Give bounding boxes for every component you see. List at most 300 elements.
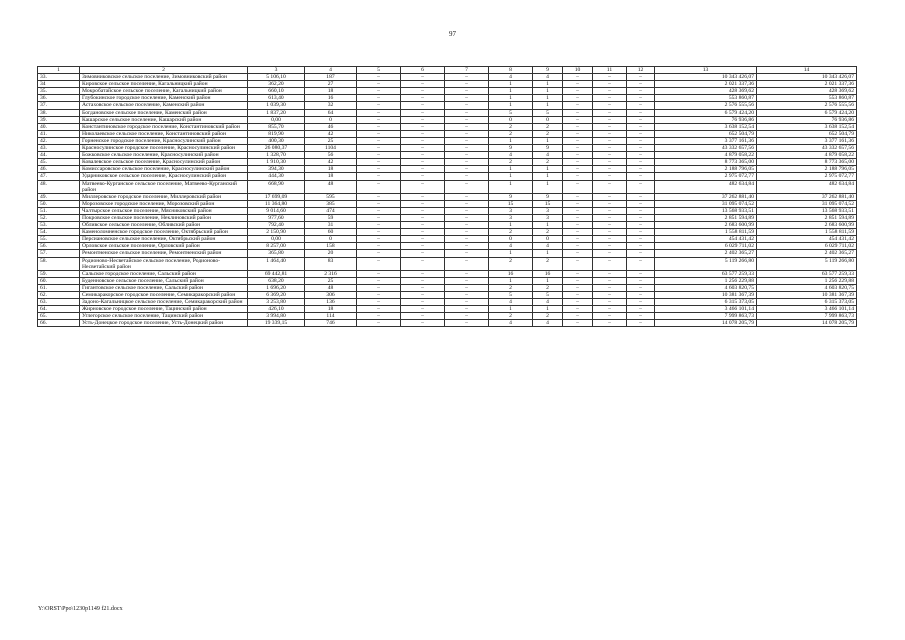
area-cell: 400,30 xyxy=(248,137,305,144)
col7-cell: – xyxy=(445,207,489,214)
residents-cell: 46 xyxy=(305,123,357,130)
column-number-row xyxy=(38,67,857,74)
col5-cell: – xyxy=(357,306,401,313)
count-col9-cell: 1 xyxy=(533,95,563,102)
col11-cell: – xyxy=(593,222,627,229)
area-cell: 1 328,70 xyxy=(248,152,305,159)
col11-cell: – xyxy=(593,257,627,270)
row-number: 46. xyxy=(38,166,80,173)
amount-col13-cell: 4 603 820,75 xyxy=(655,284,757,291)
col12-cell: – xyxy=(627,88,655,95)
col6-cell: – xyxy=(401,207,445,214)
settlement-name: Ударниковское сельское поселение, Красносулинский район xyxy=(80,173,248,180)
col12-cell: – xyxy=(627,313,655,320)
col5-cell: – xyxy=(357,257,401,270)
table-row xyxy=(38,74,857,81)
col10-cell: – xyxy=(563,243,593,250)
residents-cell: 158 xyxy=(305,243,357,250)
col5-cell: – xyxy=(357,159,401,166)
count-col8-cell: 2 xyxy=(489,229,533,236)
count-col8-cell: 3 xyxy=(489,207,533,214)
col12-cell: – xyxy=(627,257,655,270)
settlement-name: Астаховское сельское поселение, Каменский район xyxy=(80,102,248,109)
col7-cell: – xyxy=(445,214,489,221)
col7-cell: – xyxy=(445,180,489,193)
col11-cell: – xyxy=(593,123,627,130)
col6-cell: – xyxy=(401,116,445,123)
col11-cell: – xyxy=(593,173,627,180)
column-number: 2 xyxy=(80,67,248,74)
row-number: 48. xyxy=(38,180,80,193)
col6-cell: – xyxy=(401,180,445,193)
col11-cell: – xyxy=(593,130,627,137)
count-col9-cell: 4 xyxy=(533,152,563,159)
amount-col14-cell: 6 315 373,05 xyxy=(757,299,857,306)
footer-file-path: Y:\ORST\Ppo\1230p1149 f21.docx xyxy=(38,606,123,612)
col5-cell: – xyxy=(357,313,401,320)
col7-cell: – xyxy=(445,95,489,102)
table-row xyxy=(38,236,857,243)
column-number: 4 xyxy=(305,67,357,74)
col6-cell: – xyxy=(401,257,445,270)
amount-col14-cell: 31 095 074,52 xyxy=(757,200,857,207)
count-col8-cell: 4 xyxy=(489,74,533,81)
col7-cell: – xyxy=(445,250,489,257)
col12-cell: – xyxy=(627,277,655,284)
residents-cell: 83 xyxy=(305,257,357,270)
row-number: 53. xyxy=(38,222,80,229)
col12-cell: – xyxy=(627,102,655,109)
table-row xyxy=(38,277,857,284)
col5-cell: – xyxy=(357,229,401,236)
count-col9-cell: 2 xyxy=(533,130,563,137)
col6-cell: – xyxy=(401,173,445,180)
settlement-name: Усть-Донецкое городское поселение, Усть-Донецкий район xyxy=(80,320,248,327)
row-number: 44. xyxy=(38,152,80,159)
amount-col14-cell: 7 999 863,73 xyxy=(757,313,857,320)
table-row xyxy=(38,222,857,229)
col6-cell: – xyxy=(401,102,445,109)
count-col8-cell: 15 xyxy=(489,200,533,207)
amount-col14-cell: 13 568 933,51 xyxy=(757,207,857,214)
count-col9-cell: 2 xyxy=(533,159,563,166)
row-number: 34 xyxy=(38,81,80,88)
table-row xyxy=(38,313,857,320)
settlement-name: Зимовниковское сельское поселение, Зимовниковский район xyxy=(80,74,248,81)
area-cell: 26 080,37 xyxy=(248,145,305,152)
amount-col13-cell: 553 860,87 xyxy=(655,95,757,102)
count-col8-cell: 1 xyxy=(489,173,533,180)
col11-cell: – xyxy=(593,207,627,214)
residents-cell: 18 xyxy=(305,88,357,95)
col5-cell: – xyxy=(357,193,401,200)
amount-col13-cell: 652 504,79 xyxy=(655,130,757,137)
row-number: 37. xyxy=(38,102,80,109)
col11-cell: – xyxy=(593,200,627,207)
col11-cell: – xyxy=(593,313,627,320)
count-col9-cell: 0 xyxy=(533,236,563,243)
col6-cell: – xyxy=(401,74,445,81)
col10-cell: – xyxy=(563,137,593,144)
row-number: 57. xyxy=(38,250,80,257)
col5-cell: – xyxy=(357,207,401,214)
residents-cell: 2 316 xyxy=(305,270,357,277)
column-number: 6 xyxy=(401,67,445,74)
col5-cell: – xyxy=(357,250,401,257)
row-number: 54. xyxy=(38,229,80,236)
row-number: 39. xyxy=(38,116,80,123)
count-col9-cell: 4 xyxy=(533,299,563,306)
settlement-name: Задоно-Кагальницкое сельское поселение, Семикаракорский район xyxy=(80,299,248,306)
col7-cell: – xyxy=(445,299,489,306)
col11-cell: – xyxy=(593,299,627,306)
col7-cell: – xyxy=(445,313,489,320)
col10-cell: – xyxy=(563,320,593,327)
residents-cell: 31 xyxy=(305,222,357,229)
col11-cell: – xyxy=(593,243,627,250)
col10-cell: – xyxy=(563,109,593,116)
col5-cell: – xyxy=(357,299,401,306)
table-body xyxy=(38,74,857,327)
settlement-name: Орловское сельское поселение, Орловский район xyxy=(80,243,248,250)
col5-cell: – xyxy=(357,74,401,81)
amount-col13-cell: 2 188 796,05 xyxy=(655,166,757,173)
col5-cell: – xyxy=(357,130,401,137)
col12-cell: – xyxy=(627,116,655,123)
col7-cell: – xyxy=(445,102,489,109)
col7-cell: – xyxy=(445,243,489,250)
page-number: 97 xyxy=(449,30,456,38)
row-number: 62. xyxy=(38,292,80,299)
col7-cell: – xyxy=(445,137,489,144)
col10-cell: – xyxy=(563,145,593,152)
count-col8-cell: 4 xyxy=(489,320,533,327)
column-number: 13 xyxy=(655,67,757,74)
col5-cell: – xyxy=(357,243,401,250)
settlement-name: Покровское сельское поселение, Неклиновский район xyxy=(80,214,248,221)
column-number: 9 xyxy=(533,67,563,74)
row-number: 41. xyxy=(38,130,80,137)
row-number: 50. xyxy=(38,200,80,207)
col5-cell: – xyxy=(357,152,401,159)
col5-cell: – xyxy=(357,81,401,88)
count-col9-cell: 2 xyxy=(533,313,563,320)
col5-cell: – xyxy=(357,123,401,130)
amount-col14-cell: 43 332 657,56 xyxy=(757,145,857,152)
area-cell: 394,30 xyxy=(248,166,305,173)
amount-col14-cell: 2 188 796,05 xyxy=(757,166,857,173)
col12-cell: – xyxy=(627,200,655,207)
column-number: 7 xyxy=(445,67,489,74)
col10-cell: – xyxy=(563,166,593,173)
count-col9-cell: 1 xyxy=(533,173,563,180)
count-col9-cell: 16 xyxy=(533,270,563,277)
count-col9-cell: 4 xyxy=(533,74,563,81)
amount-col13-cell: 1 256 229,88 xyxy=(655,277,757,284)
area-cell: 8 257,00 xyxy=(248,243,305,250)
amount-col13-cell: 3 377 161,36 xyxy=(655,137,757,144)
settlement-name: Николаевское сельское поселение, Константиновский район xyxy=(80,130,248,137)
column-number: 3 xyxy=(248,67,305,74)
col11-cell: – xyxy=(593,159,627,166)
row-number: 36. xyxy=(38,95,80,102)
col12-cell: – xyxy=(627,236,655,243)
amount-col14-cell: 482 634,84 xyxy=(757,180,857,193)
col5-cell: – xyxy=(357,277,401,284)
residents-cell: 56 xyxy=(305,152,357,159)
amount-col13-cell: 2 402 365,27 xyxy=(655,250,757,257)
amount-col13-cell: 454 431,42 xyxy=(655,236,757,243)
amount-col13-cell: 14 078 205,79 xyxy=(655,320,757,327)
col11-cell: – xyxy=(593,81,627,88)
col7-cell: – xyxy=(445,81,489,88)
residents-cell: 32 xyxy=(305,102,357,109)
table-row xyxy=(38,193,857,200)
col11-cell: – xyxy=(593,277,627,284)
settlement-name: Горненское городское поселение, Красносулинский район xyxy=(80,137,248,144)
col5-cell: – xyxy=(357,102,401,109)
col7-cell: – xyxy=(445,166,489,173)
col7-cell: – xyxy=(445,123,489,130)
col7-cell: – xyxy=(445,116,489,123)
col7-cell: – xyxy=(445,270,489,277)
col12-cell: – xyxy=(627,292,655,299)
col5-cell: – xyxy=(357,180,401,193)
col12-cell: – xyxy=(627,243,655,250)
col11-cell: – xyxy=(593,102,627,109)
row-number: 51. xyxy=(38,207,80,214)
col6-cell: – xyxy=(401,159,445,166)
residents-cell: 27 xyxy=(305,81,357,88)
amount-col14-cell: 6 579 424,20 xyxy=(757,109,857,116)
table-row xyxy=(38,284,857,291)
col12-cell: – xyxy=(627,207,655,214)
col6-cell: – xyxy=(401,229,445,236)
col10-cell: – xyxy=(563,81,593,88)
residents-cell: 48 xyxy=(305,284,357,291)
col10-cell: – xyxy=(563,207,593,214)
amount-col14-cell: 428 369,62 xyxy=(757,88,857,95)
table-row xyxy=(38,306,857,313)
residents-cell: 114 xyxy=(305,313,357,320)
col7-cell: – xyxy=(445,173,489,180)
col6-cell: – xyxy=(401,95,445,102)
col12-cell: – xyxy=(627,74,655,81)
row-number: 42. xyxy=(38,137,80,144)
count-col8-cell: 1 xyxy=(489,166,533,173)
table-row xyxy=(38,243,857,250)
col12-cell: – xyxy=(627,193,655,200)
area-cell: 9 014,60 xyxy=(248,207,305,214)
amount-col14-cell: 2 975 072,77 xyxy=(757,173,857,180)
column-number: 1 xyxy=(38,67,80,74)
amount-col13-cell: 7 999 863,73 xyxy=(655,313,757,320)
amount-col14-cell: 4 879 058,22 xyxy=(757,152,857,159)
col5-cell: – xyxy=(357,200,401,207)
area-cell: 365,80 xyxy=(248,250,305,257)
area-cell: 6 369,20 xyxy=(248,292,305,299)
col6-cell: – xyxy=(401,166,445,173)
col10-cell: – xyxy=(563,130,593,137)
col11-cell: – xyxy=(593,109,627,116)
area-cell: 3 994,80 xyxy=(248,313,305,320)
area-cell: 1 910,30 xyxy=(248,159,305,166)
col10-cell: – xyxy=(563,123,593,130)
col6-cell: – xyxy=(401,88,445,95)
settlement-name: Обливское сельское поселение, Обливский район xyxy=(80,222,248,229)
residents-cell: 25 xyxy=(305,137,357,144)
col12-cell: – xyxy=(627,270,655,277)
amount-col13-cell: 2 851 594,89 xyxy=(655,214,757,221)
area-cell: 0,00 xyxy=(248,236,305,243)
residents-cell: 20 xyxy=(305,250,357,257)
count-col9-cell: 9 xyxy=(533,193,563,200)
count-col9-cell: 3 xyxy=(533,214,563,221)
table-row xyxy=(38,166,857,173)
col5-cell: – xyxy=(357,109,401,116)
col6-cell: – xyxy=(401,270,445,277)
col6-cell: – xyxy=(401,130,445,137)
settlement-name: Семикаракорское городское поселение, Семикаракорский район xyxy=(80,292,248,299)
col12-cell: – xyxy=(627,130,655,137)
amount-col14-cell: 63 577 259,33 xyxy=(757,270,857,277)
col10-cell: – xyxy=(563,180,593,193)
amount-col14-cell: 2 576 555,56 xyxy=(757,102,857,109)
col11-cell: – xyxy=(593,292,627,299)
count-col9-cell: 2 xyxy=(533,123,563,130)
table-row xyxy=(38,152,857,159)
amount-col13-cell: 2 683 600,99 xyxy=(655,222,757,229)
col7-cell: – xyxy=(445,292,489,299)
col6-cell: – xyxy=(401,200,445,207)
col10-cell: – xyxy=(563,88,593,95)
count-col9-cell: 5 xyxy=(533,109,563,116)
col11-cell: – xyxy=(593,145,627,152)
count-col9-cell: 1 xyxy=(533,81,563,88)
count-col9-cell: 1 xyxy=(533,137,563,144)
amount-col13-cell: 13 568 933,51 xyxy=(655,207,757,214)
col5-cell: – xyxy=(357,95,401,102)
col6-cell: – xyxy=(401,299,445,306)
col7-cell: – xyxy=(445,145,489,152)
amount-col13-cell: 63 577 259,33 xyxy=(655,270,757,277)
settlement-name: Персиановское сельское поселение, Октябрьский район xyxy=(80,236,248,243)
amount-col13-cell: 2 975 072,77 xyxy=(655,173,757,180)
col7-cell: – xyxy=(445,320,489,327)
row-number: 60. xyxy=(38,277,80,284)
column-number: 11 xyxy=(593,67,627,74)
count-col8-cell: 3 xyxy=(489,214,533,221)
count-col9-cell: 1 xyxy=(533,222,563,229)
amount-col14-cell: 14 078 205,79 xyxy=(757,320,857,327)
count-col9-cell: 15 xyxy=(533,200,563,207)
area-cell: 426,10 xyxy=(248,306,305,313)
count-col8-cell: 1 xyxy=(489,222,533,229)
col7-cell: – xyxy=(445,229,489,236)
table-row xyxy=(38,250,857,257)
col10-cell: – xyxy=(563,250,593,257)
col7-cell: – xyxy=(445,159,489,166)
col7-cell: – xyxy=(445,200,489,207)
col5-cell: – xyxy=(357,292,401,299)
area-cell: 855,70 xyxy=(248,123,305,130)
col7-cell: – xyxy=(445,222,489,229)
col6-cell: – xyxy=(401,214,445,221)
col12-cell: – xyxy=(627,95,655,102)
area-cell: 1 696,20 xyxy=(248,284,305,291)
col6-cell: – xyxy=(401,193,445,200)
col5-cell: – xyxy=(357,270,401,277)
col12-cell: – xyxy=(627,250,655,257)
area-cell: 11 364,80 xyxy=(248,200,305,207)
count-col8-cell: 2 xyxy=(489,159,533,166)
row-number: 33. xyxy=(38,74,80,81)
column-number: 10 xyxy=(563,67,593,74)
area-cell: 19 339,15 xyxy=(248,320,305,327)
count-col9-cell: 1 xyxy=(533,250,563,257)
area-cell: 1 837,20 xyxy=(248,109,305,116)
residents-cell: 42 xyxy=(305,130,357,137)
area-cell: 660,10 xyxy=(248,88,305,95)
table-row xyxy=(38,270,857,277)
count-col9-cell: 4 xyxy=(533,320,563,327)
amount-col13-cell: 6 579 424,20 xyxy=(655,109,757,116)
settlement-name: Углегорское сельское поселение, Тацинский район xyxy=(80,313,248,320)
amount-col14-cell: 2 402 365,27 xyxy=(757,250,857,257)
col7-cell: – xyxy=(445,193,489,200)
col12-cell: – xyxy=(627,123,655,130)
col11-cell: – xyxy=(593,166,627,173)
amount-col13-cell: 6 315 373,05 xyxy=(655,299,757,306)
col5-cell: – xyxy=(357,137,401,144)
col10-cell: – xyxy=(563,292,593,299)
residents-cell: 59 xyxy=(305,214,357,221)
area-cell: 444,30 xyxy=(248,173,305,180)
col11-cell: – xyxy=(593,193,627,200)
count-col9-cell: 2 xyxy=(533,284,563,291)
settlement-name: Каменоломненское городское поселение, Октябрьский район xyxy=(80,229,248,236)
count-col9-cell: 2 xyxy=(533,257,563,270)
count-col8-cell: 2 xyxy=(489,284,533,291)
count-col8-cell: 1 xyxy=(489,306,533,313)
col7-cell: – xyxy=(445,74,489,81)
settlement-name: Гигантовское сельское поселение, Сальский район xyxy=(80,284,248,291)
count-col8-cell: 1 xyxy=(489,250,533,257)
col12-cell: – xyxy=(627,152,655,159)
amount-col13-cell: 3 638 152,54 xyxy=(655,123,757,130)
residents-cell: 16 xyxy=(305,95,357,102)
col5-cell: – xyxy=(357,166,401,173)
row-number: 61. xyxy=(38,284,80,291)
count-col8-cell: 4 xyxy=(489,243,533,250)
area-cell: 17 699,09 xyxy=(248,193,305,200)
count-col9-cell: 1 xyxy=(533,88,563,95)
area-cell: 792,40 xyxy=(248,222,305,229)
residents-cell: 64 xyxy=(305,109,357,116)
col7-cell: – xyxy=(445,109,489,116)
area-cell: 3 253,80 xyxy=(248,299,305,306)
area-cell: 638,20 xyxy=(248,277,305,284)
settlement-name: Мокробатайское сельское поселение, Кагальницкий район xyxy=(80,88,248,95)
table-row xyxy=(38,109,857,116)
row-number: 56. xyxy=(38,243,80,250)
residents-cell: 18 xyxy=(305,173,357,180)
col7-cell: – xyxy=(445,284,489,291)
count-col9-cell: 4 xyxy=(533,243,563,250)
col11-cell: – xyxy=(593,284,627,291)
amount-col14-cell: 10 381 367,39 xyxy=(757,292,857,299)
count-col8-cell: 2 xyxy=(489,130,533,137)
